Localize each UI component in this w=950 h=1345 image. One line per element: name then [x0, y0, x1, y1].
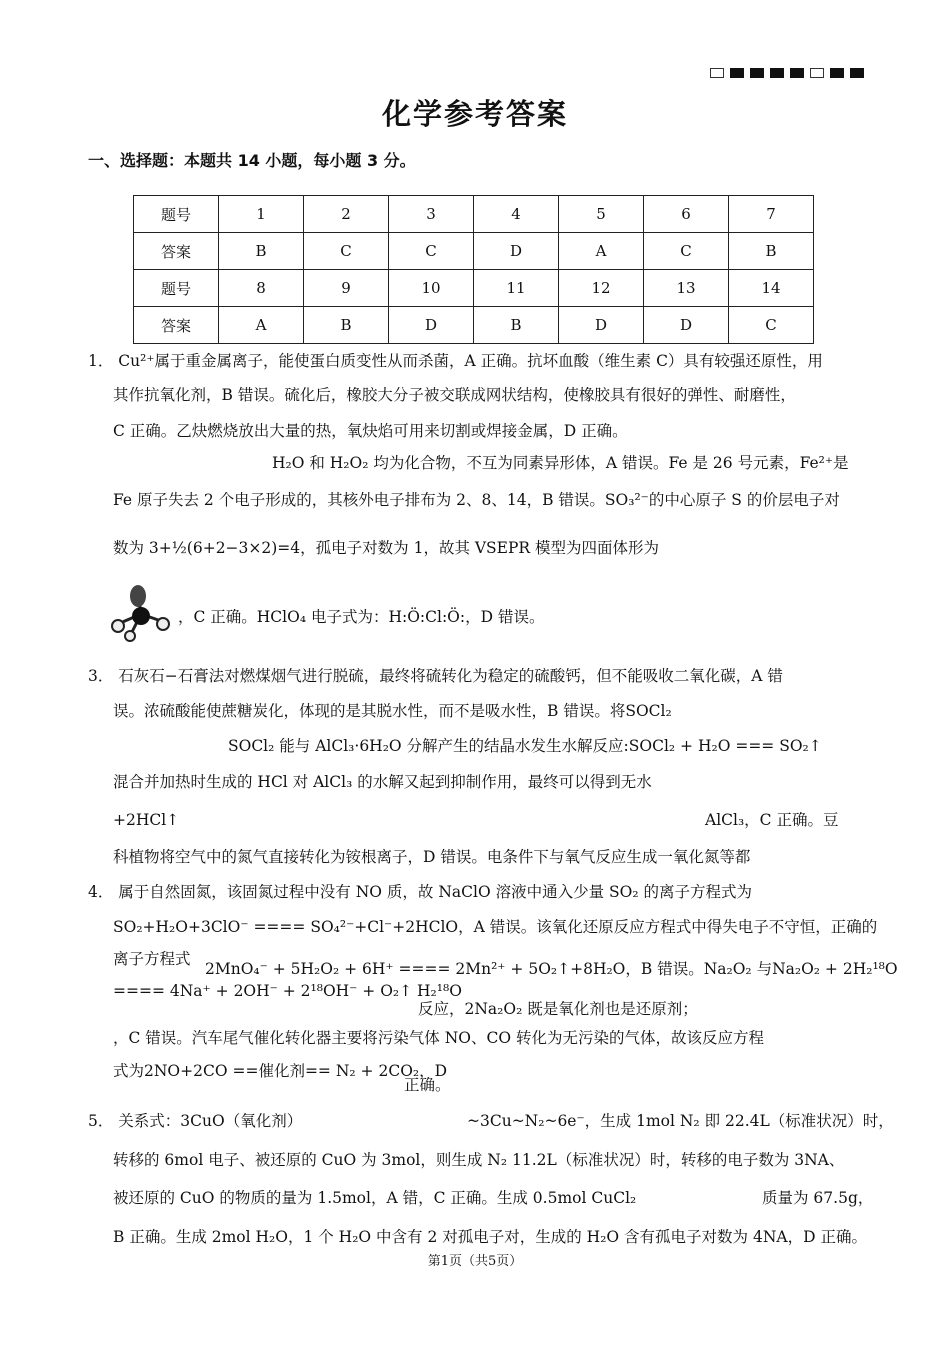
answer-line: 误。浓硫酸能使蔗糖炭化，体现的是其脱水性，而不是吸水性，B 错误。将SOCl₂	[113, 702, 672, 720]
answer-line: Fe 原子失去 2 个电子形成的，其核外电子排布为 2、8、14，B 错误。SO₃²⁻的中心原子 S 的价层电子对	[113, 491, 840, 509]
table-cell: B	[729, 233, 814, 270]
answer-line: 式为2NO+2CO ==催化剂== N₂ + 2CO₂，D	[113, 1062, 448, 1080]
table-cell: C	[729, 307, 814, 344]
table-cell: 6	[644, 196, 729, 233]
table-cell: D	[389, 307, 474, 344]
table-cell: D	[644, 307, 729, 344]
mark-box	[750, 68, 764, 78]
table-cell: C	[304, 233, 389, 270]
header-marks	[710, 68, 864, 78]
table-cell: 13	[644, 270, 729, 307]
page-title: 化学参考答案	[381, 97, 568, 131]
table-cell: C	[644, 233, 729, 270]
table-cell: 答案	[134, 307, 219, 344]
answer-line: ，C 正确。HClO₄ 电子式为：H:Ö:Cl:Ö:，D 错误。	[178, 608, 545, 626]
answer-line: 被还原的 CuO 的物质的量为 1.5mol，A 错，C 正确。生成 0.5mol CuCl₂	[113, 1189, 637, 1207]
answer-line: 5． 关系式：3CuO（氧化剂）	[88, 1112, 303, 1130]
mark-box	[730, 68, 744, 78]
answer-line: 2MnO₄⁻ + 5H₂O₂ + 6H⁺ ==== 2Mn²⁺ + 5O₂↑+8H₂O，B 错误。Na₂O₂ 与Na₂O₂ + 2H₂¹⁸O	[205, 960, 898, 978]
answer-line: AlCl₃，C 正确。豆	[705, 811, 839, 829]
table-cell: 4	[474, 196, 559, 233]
answer-line: 3． 石灰石−石膏法对燃煤烟气进行脱硫，最终将硫转化为稳定的硫酸钙，但不能吸收二氧化碳，A 错	[88, 667, 783, 685]
table-cell: 题号	[134, 196, 219, 233]
answer-line: 正确。	[404, 1076, 451, 1094]
mark-box	[770, 68, 784, 78]
table-row	[134, 270, 814, 307]
answer-line: SOCl₂ 能与 AlCl₃·6H₂O 分解产生的结晶水发生水解反应:SOCl₂ + H₂O === SO₂↑	[228, 737, 822, 755]
table-cell: 答案	[134, 233, 219, 270]
answer-line: B 正确。生成 2mol H₂O，1 个 H₂O 中含有 2 对孤电子对，生成的 H₂O 含有孤电子对数为 4NA，D 正确。	[113, 1228, 867, 1246]
table-row	[134, 307, 814, 344]
answer-line: 转移的 6mol 电子、被还原的 CuO 为 3mol，则生成 N₂ 11.2L（标准状况）时，转移的电子数为 3NA、	[113, 1151, 845, 1169]
table-cell: A	[219, 307, 304, 344]
answer-line: ~3Cu~N₂~6e⁻，生成 1mol N₂ 即 22.4L（标准状况）时，	[467, 1112, 894, 1130]
table-cell: 3	[389, 196, 474, 233]
mark-box	[790, 68, 804, 78]
answer-line: SO₂+H₂O+3ClO⁻ ==== SO₄²⁻+Cl⁻+2HClO，A 错误。该氧化还原反应方程式中得失电子不守恒，正确的	[113, 918, 878, 936]
answer-line: 4． 属于自然固氮，该固氮过程中没有 NO 质，故 NaClO 溶液中通入少量 SO₂ 的离子方程式为	[88, 883, 752, 901]
table-cell: 1	[219, 196, 304, 233]
answer-line: 数为 3+½(6+2−3×2)=4，孤电子对数为 1，故其 VSEPR 模型为四面体形为	[113, 539, 660, 557]
table-cell: 2	[304, 196, 389, 233]
table-cell: 9	[304, 270, 389, 307]
table-cell: 8	[219, 270, 304, 307]
answer-line: 科植物将空气中的氮气直接转化为铵根离子，D 错误。电条件下与氧气反应生成一氧化氮等都	[113, 848, 751, 866]
table-cell: D	[559, 307, 644, 344]
table-cell: C	[389, 233, 474, 270]
answer-line: +2HCl↑	[113, 811, 180, 829]
table-cell: 题号	[134, 270, 219, 307]
page-footer: 第1页（共5页）	[427, 1254, 523, 1269]
answer-line: 离子方程式	[113, 950, 191, 968]
table-cell: D	[474, 233, 559, 270]
vsepr-model-image	[108, 584, 170, 642]
answer-line: 反应，2Na₂O₂ 既是氧化剂也是还原剂；	[418, 1000, 698, 1018]
answer-line: 其作抗氧化剂，B 错误。硫化后，橡胶大分子被交联成网状结构，使橡胶具有很好的弹性、耐磨性，	[113, 386, 796, 404]
table-row	[134, 233, 814, 270]
table-cell: B	[474, 307, 559, 344]
answer-line: 质量为 67.5g，	[762, 1189, 874, 1207]
answer-line: C 正确。乙炔燃烧放出大量的热，氧炔焰可用来切割或焊接金属，D 正确。	[113, 422, 628, 440]
mark-box	[850, 68, 864, 78]
table-cell: 5	[559, 196, 644, 233]
table-cell: 14	[729, 270, 814, 307]
answer-line: ==== 4Na⁺ + 2OH⁻ + 2¹⁸OH⁻ + O₂↑ H₂¹⁸O	[113, 982, 462, 1000]
table-cell: 7	[729, 196, 814, 233]
answer-line: 1． Cu²⁺属于重金属离子，能使蛋白质变性从而杀菌，A 正确。抗坏血酸（维生素 C）具有较强还原性，用	[88, 352, 823, 370]
section-heading: 一、选择题：本题共 14 小题，每小题 3 分。	[88, 151, 416, 170]
mark-box	[810, 68, 824, 78]
answer-line: H₂O 和 H₂O₂ 均为化合物，不互为同素异形体，A 错误。Fe 是 26 号元素，Fe²⁺是	[272, 454, 849, 472]
table-cell: 11	[474, 270, 559, 307]
answer-table	[133, 195, 814, 344]
table-cell: 12	[559, 270, 644, 307]
table-cell: A	[559, 233, 644, 270]
table-row	[134, 196, 814, 233]
table-cell: 10	[389, 270, 474, 307]
mark-box	[710, 68, 724, 78]
table-cell: B	[304, 307, 389, 344]
mark-box	[830, 68, 844, 78]
answer-line: 混合并加热时生成的 HCl 对 AlCl₃ 的水解又起到抑制作用，最终可以得到无水	[113, 773, 652, 791]
answer-line: ，C 错误。汽车尾气催化转化器主要将污染气体 NO、CO 转化为无污染的气体，故该反应方程	[113, 1029, 764, 1047]
table-cell: B	[219, 233, 304, 270]
